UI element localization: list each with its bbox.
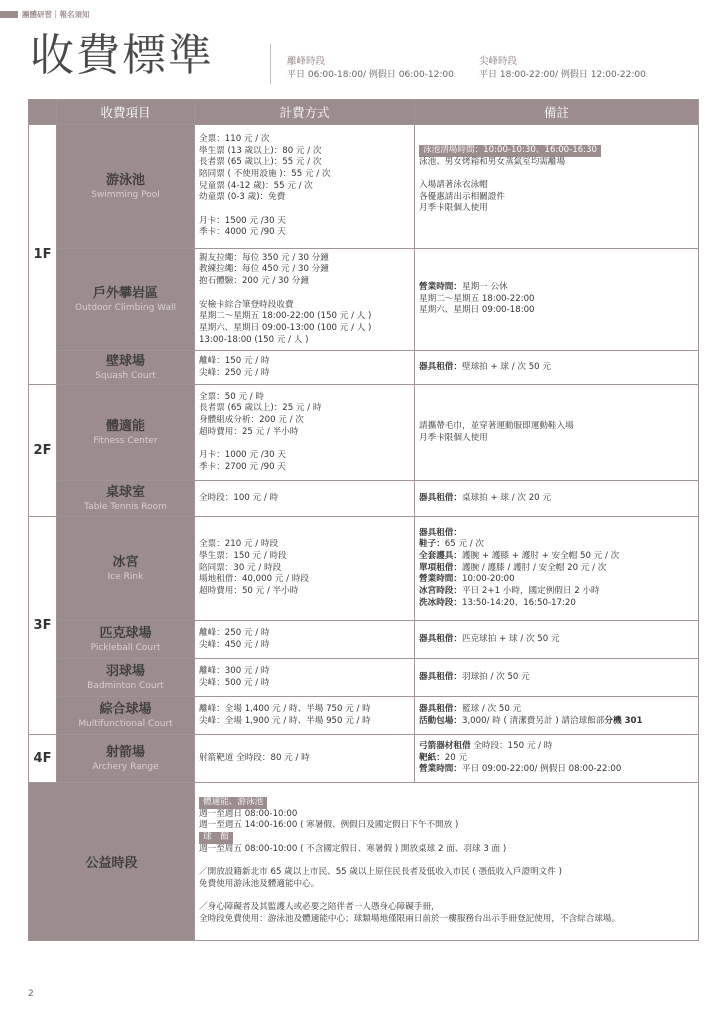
facility-name-en: Fitness Center xyxy=(93,436,158,447)
fee-method: 全票：210 元 / 時段 學生票：150 元 / 時段 陪同票：30 元 / 時段 場地租借：40,000 元 / 時段 超時費用：50 元 / 半小時 xyxy=(195,517,415,621)
note-key: 洗冰時段： xyxy=(419,597,462,608)
fee-method: 離峰：300 元 / 時 尖峰：500 元 / 時 xyxy=(195,659,415,697)
facility-cell xyxy=(57,249,195,351)
note-text: 護腕 + 護膝 + 護肘 + 安全帽 50 元 / 次 xyxy=(461,550,620,561)
facility-name: 游泳池 xyxy=(105,172,145,188)
facility-name: 羽球場 xyxy=(105,663,145,679)
header-floor xyxy=(29,100,57,125)
note-key: 器具租借： xyxy=(419,703,462,714)
table-row xyxy=(29,621,699,659)
facility-name-en: Archery Range xyxy=(92,762,159,773)
off-peak-info xyxy=(287,55,454,82)
facility-name-en: Table Tennis Room xyxy=(84,502,167,513)
peak-info xyxy=(479,55,646,82)
table-header-row xyxy=(29,100,699,125)
facility-name: 桌球室 xyxy=(105,484,145,500)
floor-label: 3F xyxy=(29,517,57,735)
fee-method: 全票：110 元 / 次 學生票 (13 歲以上)：80 元 / 次 長者票 (65 歲以上)：55 元 / 次 陪同票 ( 不使用設施 )：55 元 / 次 兒童票 (4-12 歲)：55 元 / 次 幼童票 (0-3 歲)：免費 月卡：1500 元 /30 天 季卡：4000 元 /90 天 xyxy=(195,125,415,249)
page-number: 2 xyxy=(28,989,34,999)
note-text: 13:50-14:20、16:50-17:20 xyxy=(461,597,576,608)
fee-note xyxy=(415,351,699,385)
note-key: 單項租借： xyxy=(419,562,462,573)
table-row xyxy=(29,735,699,783)
facility-cell xyxy=(57,351,195,385)
floor-label: 4F xyxy=(29,735,57,783)
public-text: ／開放設籍新北市 65 歲以上市民、55 歲以上原住民長者及低收入市民 ( 憑低收入戶證明文件 ) 免費使用游泳池及體適能中心。 xyxy=(199,867,562,889)
off-peak-label: 離峰時段 xyxy=(287,56,326,67)
note-line xyxy=(419,563,694,575)
note-text: 泳池、男女烤箱和男女蒸氣室均需離場 入場請著泳衣泳帽 各優惠請出示相關證件 月季卡限個人使用 xyxy=(419,156,566,214)
fee-table xyxy=(28,99,699,941)
note-line xyxy=(419,716,694,728)
note-text: 護腕 / 護膝 / 護肘 / 安全帽 20 元 / 次 xyxy=(461,562,607,573)
public-tag: 體適能、游泳池 xyxy=(199,797,267,809)
note-text: 星期一 公休 星期二～星期五 18:00-22:00 星期六、星期日 09:00-18:00 xyxy=(419,281,535,316)
facility-name: 綜合球場 xyxy=(99,701,152,717)
fee-method: 射箭靶道 全時段：80 元 / 時 xyxy=(195,735,415,783)
note-line xyxy=(419,704,694,716)
note-text: 羽球拍 / 次 50 元 xyxy=(461,671,530,682)
note-key: 器具租借： xyxy=(419,633,462,644)
note-text: 10:00-20:00 xyxy=(461,574,515,585)
public-hours-row xyxy=(29,783,699,941)
facility-name-en: Multifunctional Court xyxy=(78,719,173,730)
note-key: 營業時間： xyxy=(419,574,462,585)
note-highlight: 泳池清場時間：10:00-10:30、16:00-16:30 xyxy=(419,145,601,157)
note-text: 20 元 xyxy=(444,752,468,763)
page-title: 收費標準 xyxy=(30,30,214,81)
header-method: 計費方式 xyxy=(195,100,415,125)
note-key: 靶紙： xyxy=(419,752,445,763)
table-row xyxy=(29,385,699,481)
fee-note xyxy=(415,125,699,249)
note-text: 3,000/ 時 ( 清潔費另計 ) 請洽球館部 xyxy=(461,715,605,726)
facility-name: 射箭場 xyxy=(105,744,145,760)
note-line xyxy=(419,551,694,563)
header-item: 收費項目 xyxy=(57,100,195,125)
note-line xyxy=(419,539,694,551)
table-row xyxy=(29,125,699,249)
note-line xyxy=(419,598,694,610)
note-key: 營業時間： xyxy=(419,281,462,292)
title-divider xyxy=(270,44,271,84)
table-row xyxy=(29,481,699,517)
facility-cell xyxy=(57,125,195,249)
note-key: 器具租借： xyxy=(419,671,462,682)
floor-label: 1F xyxy=(29,125,57,385)
note-line xyxy=(419,764,694,776)
fee-note xyxy=(415,249,699,351)
fee-note xyxy=(415,621,699,659)
note-line xyxy=(419,574,694,586)
note-text: 籃球 / 次 50 元 xyxy=(461,703,522,714)
facility-cell xyxy=(57,481,195,517)
note-line xyxy=(419,528,694,540)
facility-name: 戶外攀岩區 xyxy=(92,285,158,301)
facility-name: 冰宮 xyxy=(112,554,139,570)
fee-note xyxy=(415,697,699,735)
breadcrumb: 團體研習｜報名須知 xyxy=(22,9,90,19)
fee-method: 親友拉繩：每位 350 元 / 30 分鐘 教練拉繩：每位 450 元 / 30 分鐘 抱石體驗：200 元 / 30 分鐘 安檢卡綜合筆登時段收費 星期二～星期五 18:00-22:00 (150 元 / 人 ) 星期六、星期日 09:00-13:00 (100 元 / 人 ) 13:00-18:00 (150 元 / 人 ) xyxy=(195,249,415,351)
public-tag: 球 館 xyxy=(199,832,233,844)
note-key: 器具租借： xyxy=(419,361,462,372)
note-line xyxy=(419,741,694,753)
note-key: 器具租借： xyxy=(419,492,462,503)
note-text: 全時段：150 元 / 時 xyxy=(470,740,553,751)
facility-name: 體適能 xyxy=(105,418,145,434)
facility-name-en: Swimming Pool xyxy=(91,190,160,201)
note-text: 壁球拍 + 球 / 次 50 元 xyxy=(461,361,551,372)
fee-note xyxy=(415,481,699,517)
off-peak-value: 平日 06:00-18:00/ 例假日 06:00-12:00 xyxy=(287,69,454,80)
public-text: 週一至周五 08:00-10:00 ( 不含國定假日、寒暑假 ) 開放桌球 2 面、羽球 3 面 ) xyxy=(199,843,507,854)
fee-note: 請攜帶毛巾，並穿著運動服即運動鞋入場 月季卡限個人使用 xyxy=(415,385,699,481)
public-hours-content xyxy=(195,783,699,941)
header-note: 備註 xyxy=(415,100,699,125)
facility-name-en: Squash Court xyxy=(95,371,156,382)
fee-method: 離峰：150 元 / 時 尖峰：250 元 / 時 xyxy=(195,351,415,385)
public-text: ／身心障礙者及其監護人或必要之陪伴者一人憑身心障礙手冊， 全時段免費使用：游泳池及體適能中心；球類場地僅限兩日前於一樓服務台出示手冊登記使用，不含綜合球場。 xyxy=(199,902,621,924)
note-line xyxy=(419,586,694,598)
table-row xyxy=(29,517,699,621)
fee-method: 離峰：全場 1,400 元 / 時、半場 750 元 / 時 尖峰：全場 1,900 元 / 時、半場 950 元 / 時 xyxy=(195,697,415,735)
facility-cell xyxy=(57,517,195,621)
note-key: 鞋子： xyxy=(419,539,445,550)
note-text: 桌球拍 + 球 / 次 20 元 xyxy=(461,492,551,503)
note-text: 匹克球拍 + 球 / 次 50 元 xyxy=(461,633,560,644)
note-key: 全套護具： xyxy=(419,550,462,561)
facility-name-en: Ice Rink xyxy=(107,572,144,583)
header-color-block xyxy=(0,11,18,18)
facility-name-en: Pickleball Court xyxy=(90,643,161,654)
note-key: 活動包場： xyxy=(419,715,462,726)
note-text: 平日 09:00-22:00/ 例假日 08:00-22:00 xyxy=(461,764,622,775)
facility-name-en: Badminton Court xyxy=(87,681,164,692)
public-text: 週一至週日 08:00-10:00 週一至週五 14:00-16:00 ( 寒暑假、例假日及國定假日下午不開放 ) xyxy=(199,808,459,831)
note-text: 65 元 / 次 xyxy=(444,539,485,550)
fee-method: 全時段：100 元 / 時 xyxy=(195,481,415,517)
peak-value: 平日 18:00-22:00/ 例假日 12:00-22:00 xyxy=(479,69,646,80)
note-extension: 分機 301 xyxy=(604,715,643,726)
fee-method: 全票：50 元 / 時 長者票 (65 歲以上)：25 元 / 時 身體組成分析：200 元 / 次 超時費用：25 元 / 半小時 月卡：1000 元 /30 天 季卡：2700 元 /90 天 xyxy=(195,385,415,481)
facility-cell xyxy=(57,621,195,659)
table-row xyxy=(29,697,699,735)
note-key: 器具租借： xyxy=(419,527,462,538)
facility-cell xyxy=(57,697,195,735)
floor-label: 2F xyxy=(29,385,57,517)
facility-cell xyxy=(57,385,195,481)
fee-note xyxy=(415,517,699,621)
table-row xyxy=(29,351,699,385)
fee-note xyxy=(415,735,699,783)
fee-method: 離峰：250 元 / 時 尖峰：450 元 / 時 xyxy=(195,621,415,659)
note-text: 平日 2+1 小時，國定例假日 2 小時 xyxy=(461,586,600,597)
peak-label: 尖峰時段 xyxy=(479,56,518,67)
top-bar xyxy=(0,8,90,20)
facility-name: 匹克球場 xyxy=(99,625,152,641)
table-row xyxy=(29,249,699,351)
fee-note xyxy=(415,659,699,697)
facility-cell xyxy=(57,735,195,783)
facility-name: 壁球場 xyxy=(105,353,145,369)
note-line xyxy=(419,753,694,765)
public-hours-label: 公益時段 xyxy=(29,783,195,941)
note-key: 冰宮時段： xyxy=(419,586,462,597)
facility-cell xyxy=(57,659,195,697)
note-key: 營業時間： xyxy=(419,764,462,775)
note-key: 弓箭器材租借 xyxy=(419,740,471,751)
table-row xyxy=(29,659,699,697)
facility-name-en: Outdoor Climbing Wall xyxy=(75,303,176,314)
